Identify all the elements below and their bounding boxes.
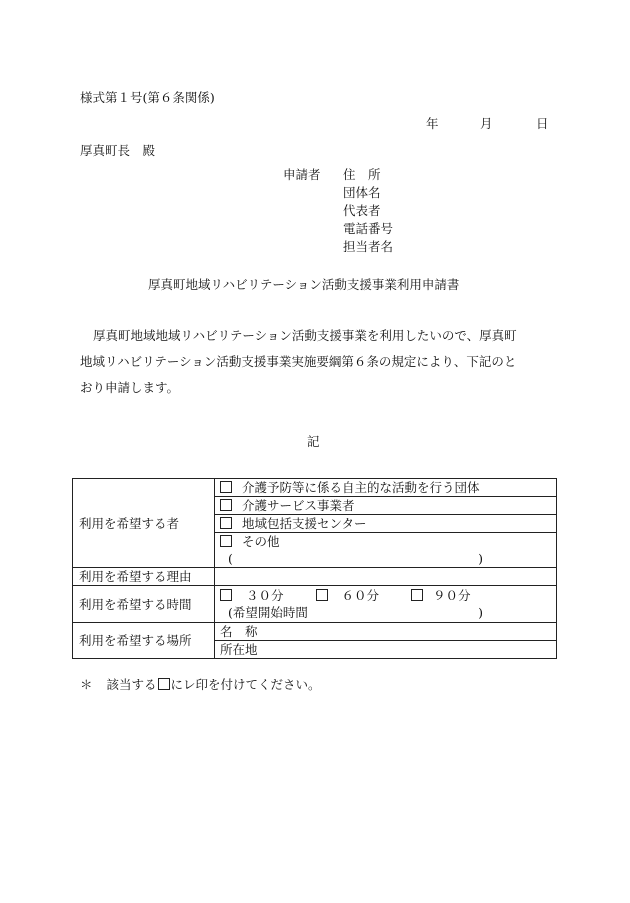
ki-heading: 記	[307, 434, 320, 449]
option-other[interactable]	[215, 533, 557, 551]
option-care-service-provider[interactable]	[215, 497, 557, 515]
option-label: 地域包括支援センター	[242, 516, 367, 531]
option-community-support-center[interactable]	[215, 515, 557, 533]
option-label: 介護サービス事業者	[242, 498, 355, 513]
checkbox-icon[interactable]	[220, 535, 232, 547]
checkbox-icon[interactable]	[220, 499, 232, 511]
application-table	[72, 478, 557, 659]
time-option-60: ６０分	[341, 588, 380, 603]
applicant-phone-label: 電話番号	[343, 221, 394, 236]
option-label: その他	[242, 534, 280, 549]
body-line-3: おり申請します。	[80, 380, 180, 395]
other-detail-field[interactable]	[215, 550, 557, 568]
date-month-label: 月	[480, 116, 493, 131]
checkbox-icon[interactable]	[220, 589, 232, 601]
date-year-label: 年	[426, 116, 439, 131]
applicant-address-label: 住 所	[343, 167, 381, 182]
paren-close: )	[478, 605, 483, 620]
place-name-field[interactable]	[215, 623, 557, 641]
checkbox-icon[interactable]	[411, 589, 423, 601]
reason-field[interactable]	[215, 568, 557, 586]
applicant-organization-label: 団体名	[343, 185, 381, 200]
body-line-1: 厚真町地域地域リハビリテーション活動支援事業を利用したいので、厚真町	[93, 328, 517, 343]
place-name-label: 名 称	[220, 624, 258, 639]
start-time-label: (希望開始時間	[228, 605, 308, 620]
footnote-text-before: 該当する	[106, 677, 157, 692]
checkbox-icon	[158, 678, 170, 690]
checkbox-icon[interactable]	[220, 517, 232, 529]
footnote	[80, 678, 321, 692]
footnote-text-after: にレ印を付けてください。	[170, 677, 321, 692]
time-option-90: ９０分	[433, 588, 471, 603]
row-reason-label: 利用を希望する理由	[73, 568, 215, 586]
applicant-representative-label: 代表者	[343, 203, 381, 218]
row-place-label: 利用を希望する場所	[73, 623, 215, 659]
row-applicant-type-label: 利用を希望する者	[73, 479, 215, 568]
row-time-label: 利用を希望する時間	[73, 586, 215, 623]
checkbox-icon[interactable]	[220, 481, 232, 493]
paren-open: (	[228, 551, 233, 566]
option-label: 介護予防等に係る自主的な活動を行う団体	[242, 480, 480, 495]
addressee: 厚真町長 殿	[80, 143, 156, 158]
paren-close: )	[478, 551, 483, 566]
applicant-label: 申請者	[283, 167, 321, 182]
document-title: 厚真町地域リハビリテーション活動支援事業利用申請書	[148, 277, 460, 292]
place-address-label: 所在地	[220, 642, 258, 657]
time-field[interactable]	[215, 586, 557, 623]
time-option-30: ３０分	[246, 588, 284, 603]
place-address-field[interactable]	[215, 641, 557, 659]
applicant-contact-person-label: 担当者名	[343, 239, 394, 254]
date-day-label: 日	[536, 116, 549, 131]
checkbox-icon[interactable]	[316, 589, 328, 601]
body-line-2: 地域リハビリテーション活動支援事業実施要綱第６条の規定により、下記のと	[80, 354, 517, 369]
option-self-help-group[interactable]	[215, 479, 557, 497]
form-number: 様式第１号(第６条関係)	[80, 90, 215, 105]
footnote-asterisk: ＊	[80, 677, 93, 692]
